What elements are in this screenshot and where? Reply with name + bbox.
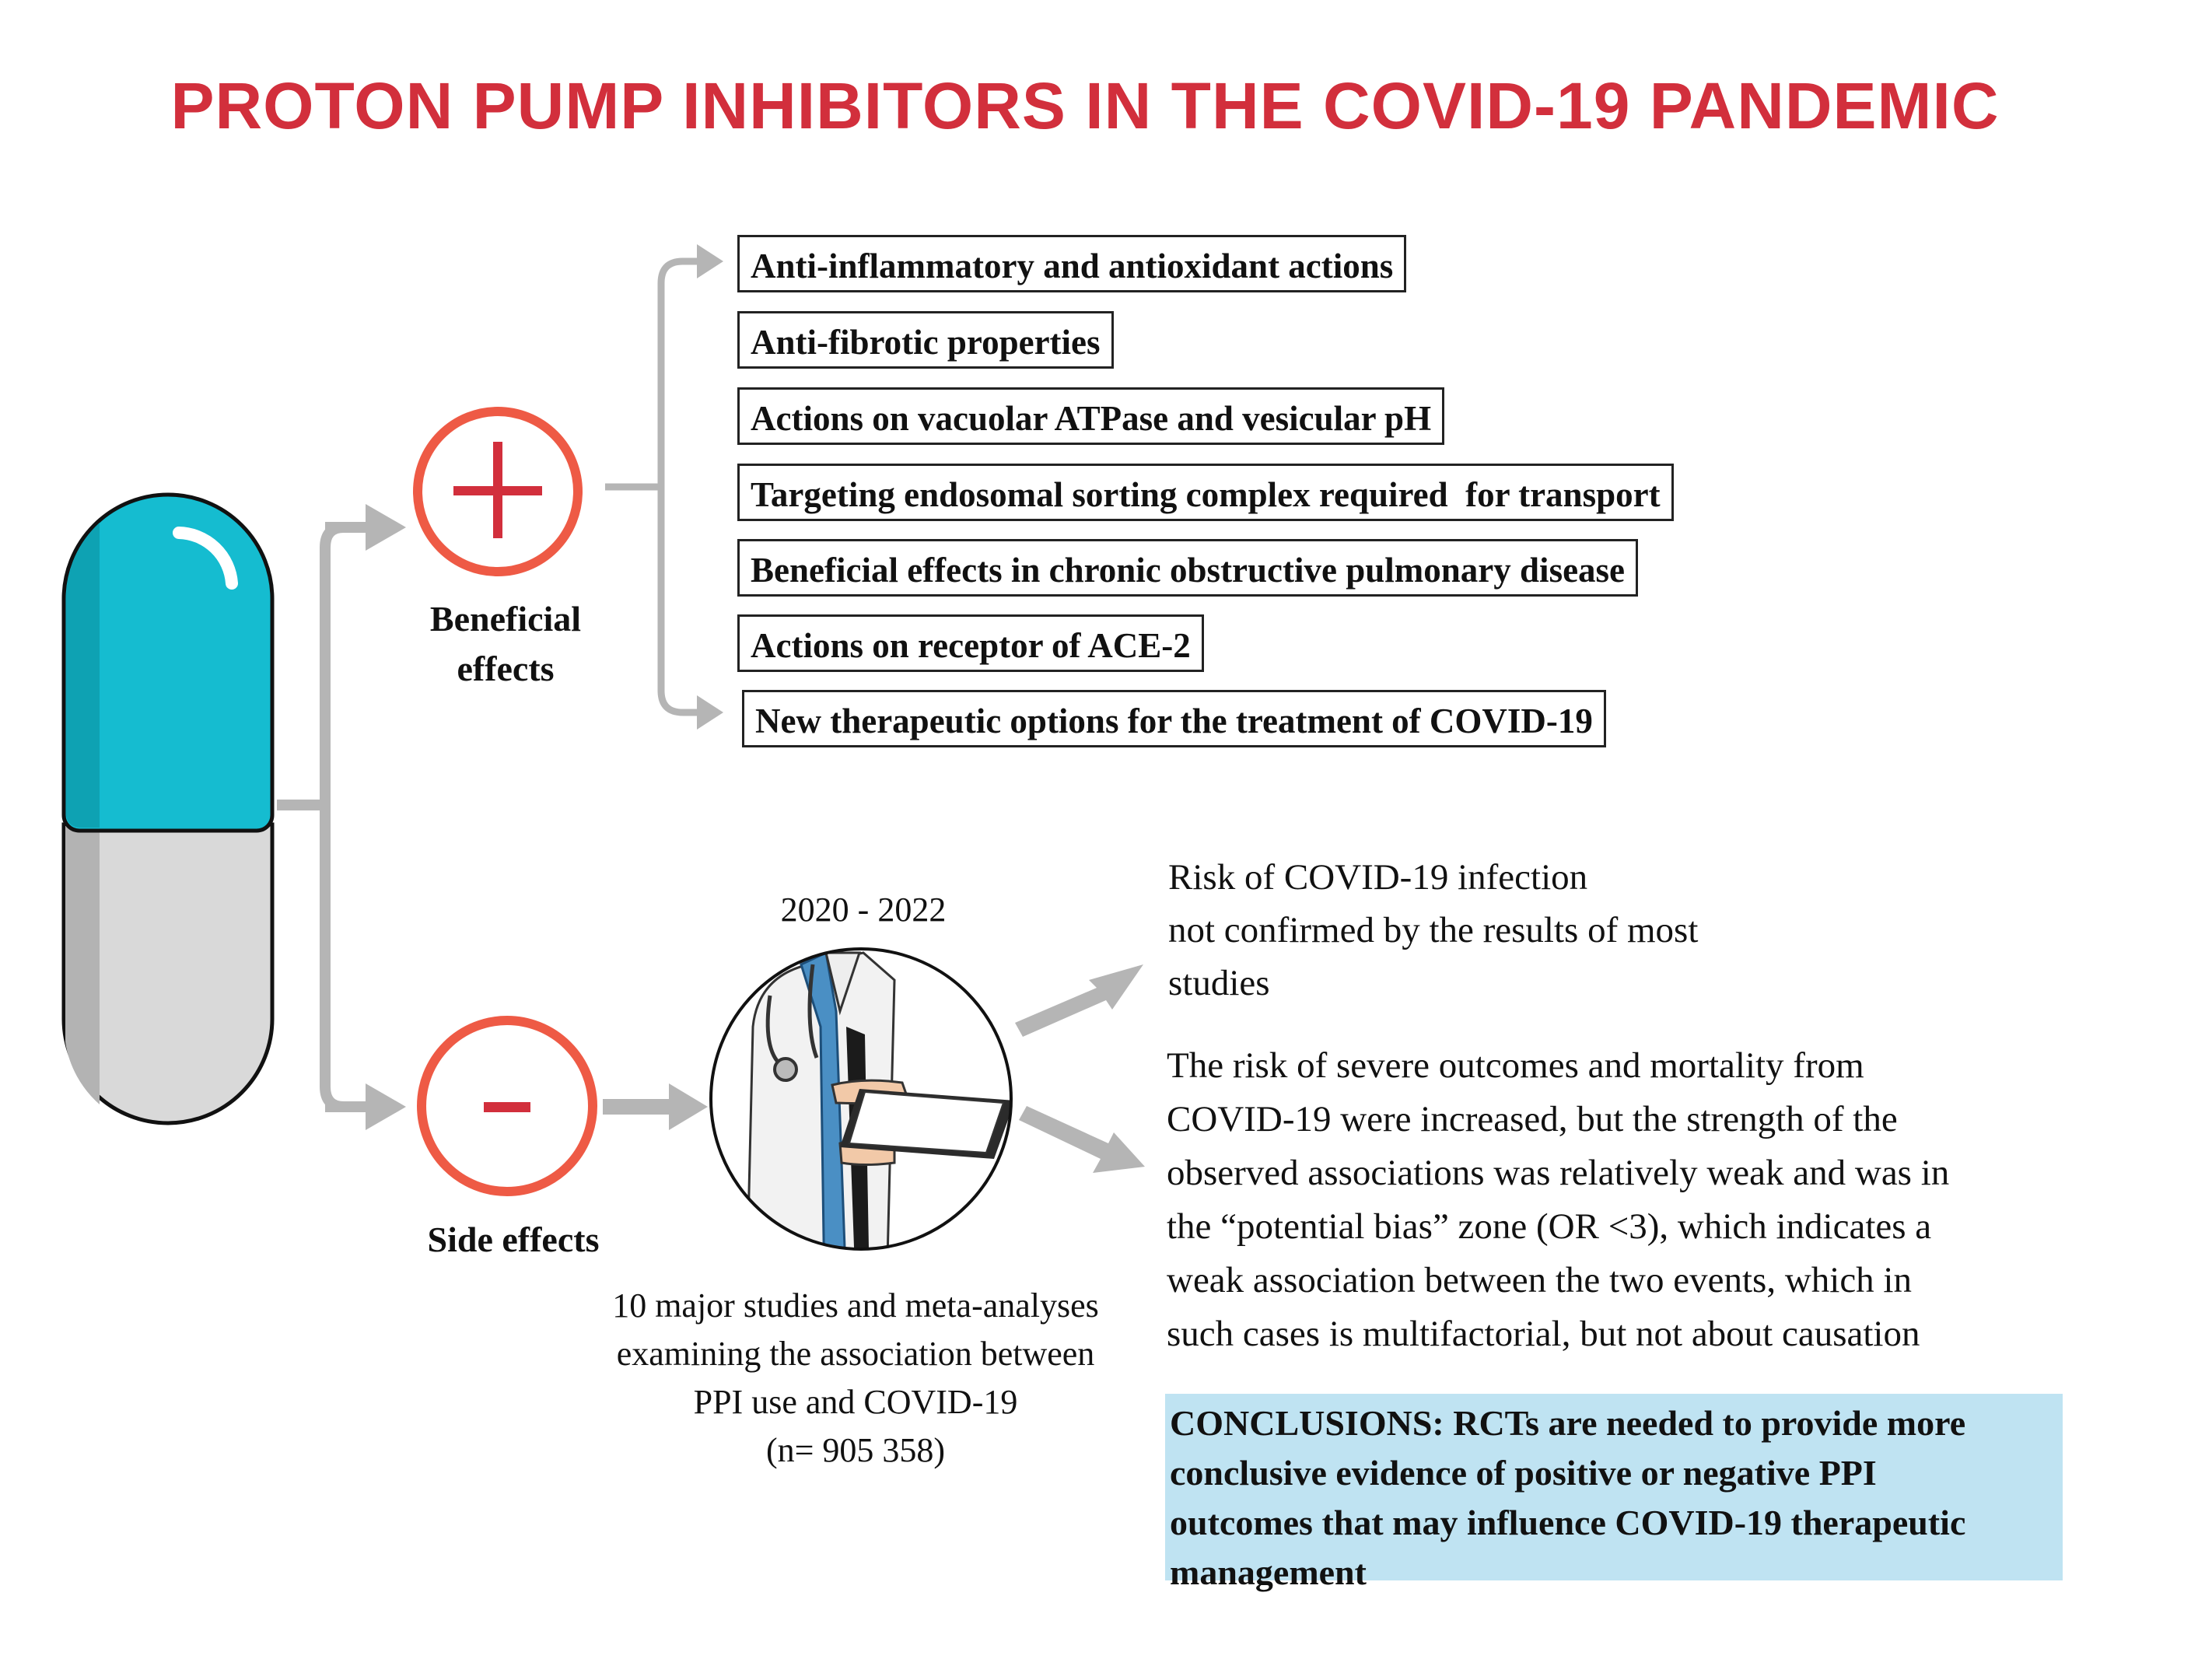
- severe-line: weak association between the two events, which in: [1167, 1260, 1912, 1300]
- severe-line: the “potential bias” zone (OR <3), which indicates a: [1167, 1206, 1932, 1247]
- minus-icon: [484, 1102, 530, 1112]
- conclusions-line: outcomes that may influence COVID-19 therapeutic: [1170, 1503, 1966, 1542]
- beneficial-item-anti-inflammatory: Anti-inflammatory and antioxidant actions: [737, 235, 1406, 292]
- infection-line: not confirmed by the results of most: [1168, 910, 1699, 950]
- severe-outcomes-text: [1167, 1039, 1949, 1361]
- beneficial-item-vacuolar-atpase: Actions on vacuolar ATPase and vesicular pH: [737, 387, 1444, 445]
- studies-line: 10 major studies and meta-analyses: [612, 1286, 1099, 1325]
- studies-line: PPI use and COVID-19: [693, 1383, 1018, 1421]
- beneficial-item-ace2: Actions on receptor of ACE-2: [737, 614, 1204, 672]
- studies-line: examining the association between: [616, 1335, 1095, 1373]
- conclusions-line: CONCLUSIONS: RCTs are needed to provide more: [1170, 1403, 1966, 1443]
- arrow-to-severe-outcomes: [1019, 1106, 1145, 1173]
- severe-line: such cases is multifactorial, but not about causation: [1167, 1314, 1920, 1354]
- infection-risk-text: [1168, 851, 1698, 1010]
- severe-line: observed associations was relatively weak and was in: [1167, 1153, 1950, 1193]
- capsule-icon: [64, 495, 272, 1123]
- studies-line: (n= 905 358): [765, 1431, 946, 1469]
- conclusions-line: management: [1170, 1552, 1367, 1592]
- arrow-to-side: [366, 1083, 406, 1130]
- arrow-to-beneficial: [366, 504, 406, 551]
- studies-description: [568, 1282, 1143, 1475]
- side-effects-label: Side effects: [427, 1220, 600, 1259]
- beneficial-item-therapeutic-options: New therapeutic options for the treatment of COVID-19: [742, 690, 1606, 747]
- arrow-first-item: [697, 244, 723, 278]
- beneficial-item-copd: Beneficial effects in chronic obstructive pulmonary disease: [737, 539, 1638, 597]
- arrow-to-infection-risk: [1015, 964, 1143, 1037]
- severe-line: COVID-19 were increased, but the strength of the: [1167, 1099, 1898, 1139]
- beneficial-label-line1: Beneficial: [429, 599, 582, 639]
- beneficial-label: [397, 594, 614, 694]
- severe-line: The risk of severe outcomes and mortality from: [1167, 1045, 1864, 1086]
- doctor-icon: [711, 949, 1015, 1291]
- conclusions-box: [1165, 1394, 2063, 1592]
- capsule-connector: [277, 527, 369, 1107]
- beneficial-item-endosomal-sorting: Targeting endosomal sorting complex required for transport: [737, 464, 1674, 521]
- beneficial-label-line2: effects: [457, 649, 555, 688]
- infection-line: studies: [1168, 963, 1270, 1003]
- arrow-to-doctor: [669, 1083, 708, 1130]
- infection-line: Risk of COVID-19 infection: [1168, 857, 1588, 898]
- beneficial-item-anti-fibrotic: Anti-fibrotic properties: [737, 311, 1114, 369]
- arrow-last-item: [697, 695, 723, 730]
- arrow-to-doctor-shaft: [603, 1099, 673, 1115]
- conclusions-line: conclusive evidence of positive or negative PPI: [1170, 1453, 1877, 1493]
- page-title: PROTON PUMP INHIBITORS IN THE COVID-19 PANDEMIC: [170, 69, 2000, 142]
- beneficial-bracket: [605, 261, 700, 712]
- years-range: 2020 - 2022: [780, 891, 947, 929]
